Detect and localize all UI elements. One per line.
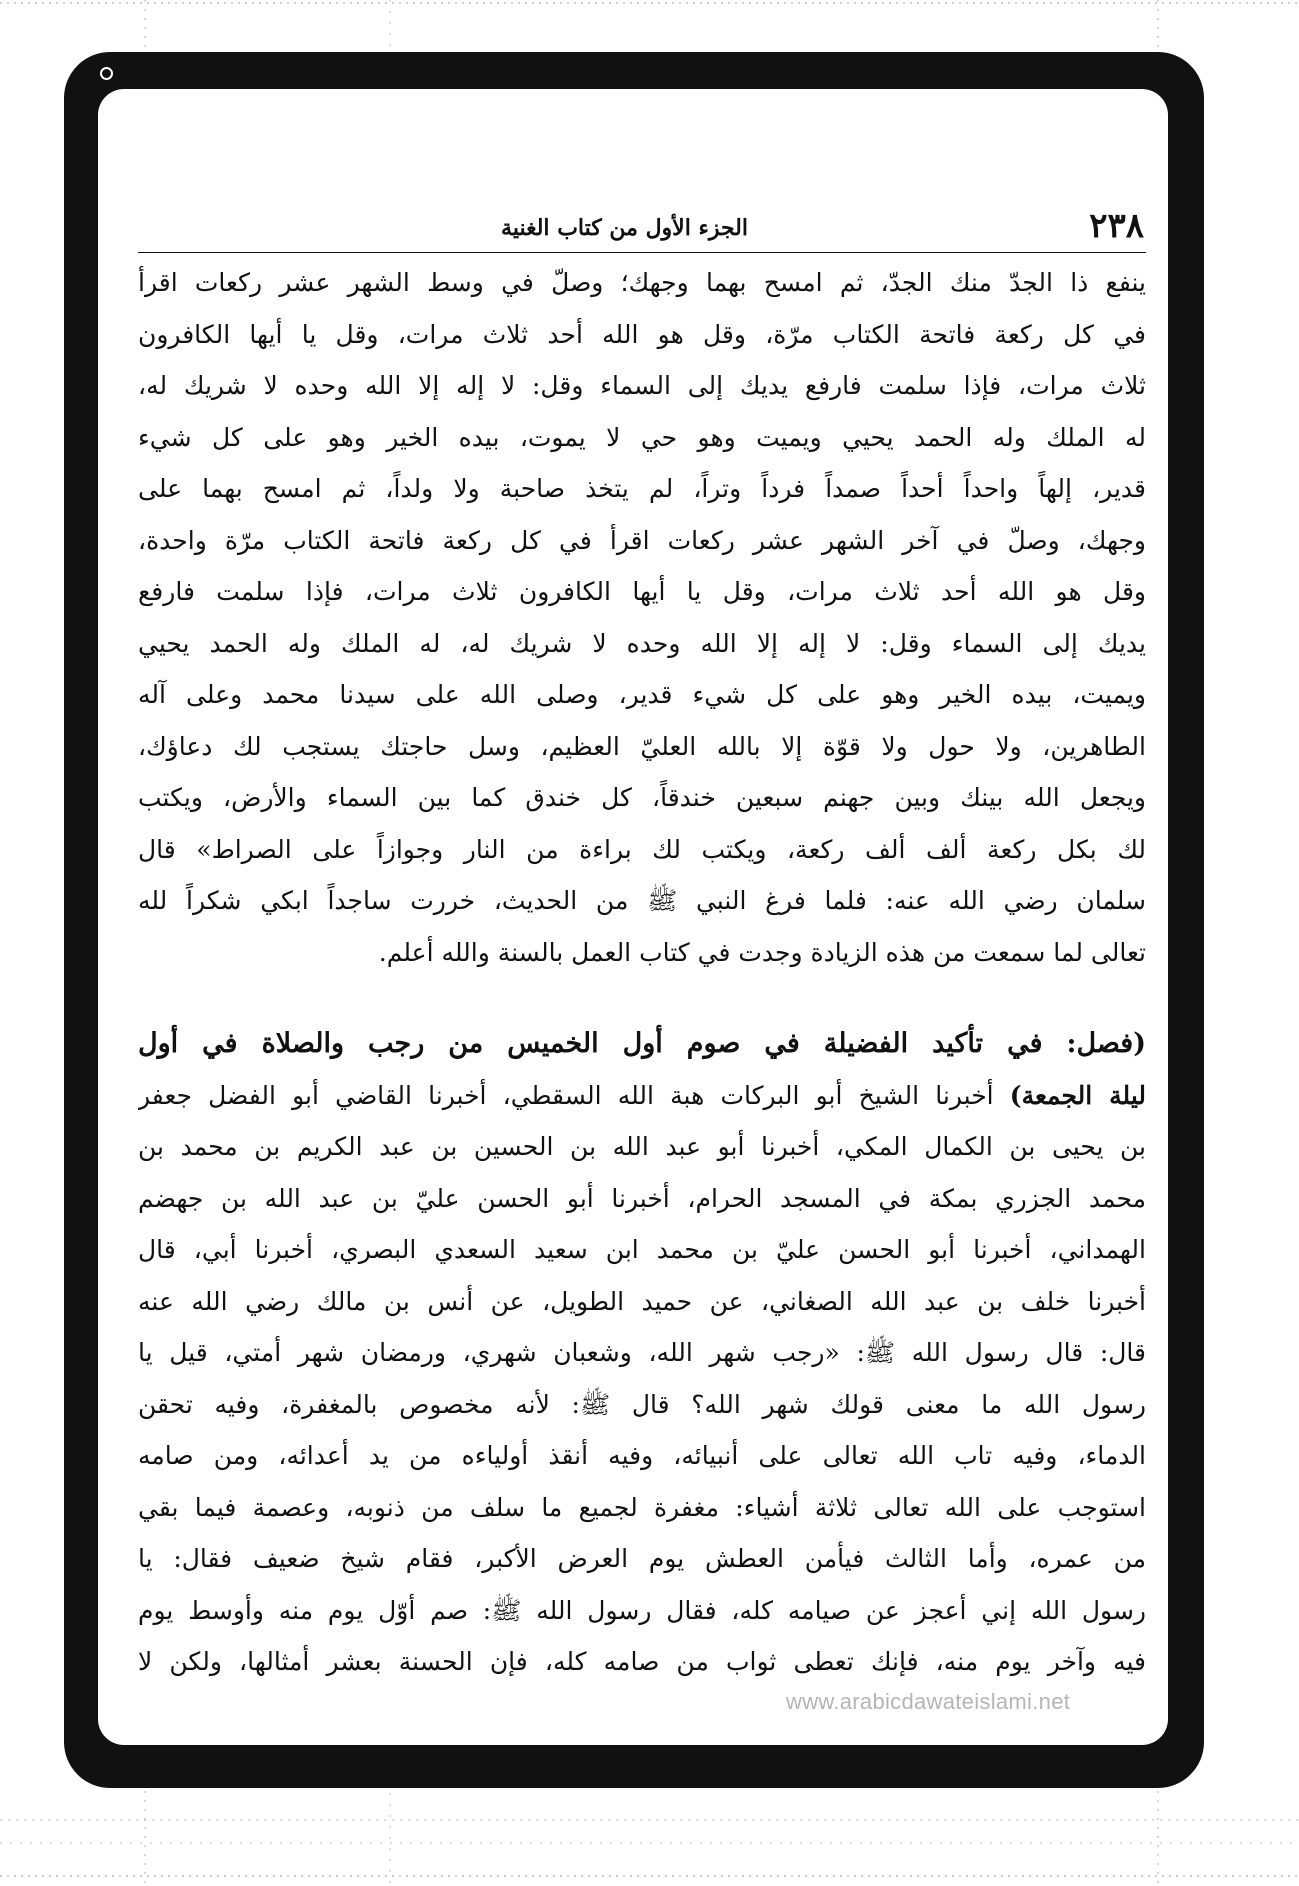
section-first-line bbox=[138, 1070, 1146, 1122]
text-line: ينفع ذا الجدّ منك الجدّ، ثم امسح بهما وجهك؛ وصلّ في وسط الشهر عشر ركعات اقرأ bbox=[138, 268, 1146, 297]
camera-icon bbox=[100, 67, 113, 80]
page-screen bbox=[98, 89, 1168, 1745]
text-line: قال: قال رسول الله ﷺ: «رجب شهر الله، وشعبان شهري، ورمضان شهر أمتي، قيل يا bbox=[138, 1338, 1146, 1367]
section-spacer bbox=[138, 978, 1146, 1018]
text-line: سلمان رضي الله عنه: فلما فرغ النبي ﷺ من الحديث، خررت ساجداً ابكي شكراً لله bbox=[138, 886, 1146, 915]
text-line: الدماء، وفيه تاب الله تعالى على أنبيائه، وفيه أنقذ أولياءه من يد أعدائه، ومن صامه bbox=[138, 1441, 1146, 1470]
running-title: الجزء الأول من كتاب الغنية bbox=[501, 215, 748, 241]
text-line: استوجب على الله تعالى ثلاثة أشياء: مغفرة لجميع ما سلف من ذنوبه، وعصمة فيما بقي bbox=[138, 1492, 1146, 1522]
text-line: من عمره، وأما الثالث فيأمن العطش يوم العرض الأكبر، فقام شيخ ضعيف فقال: يا bbox=[138, 1544, 1146, 1573]
page-number: ٢٣٨ bbox=[1089, 206, 1144, 246]
text-line: تعالى لما سمعت من هذه الزيادة وجدت في كتاب العمل بالسنة والله أعلم. bbox=[378, 937, 1146, 967]
page-body bbox=[138, 257, 1146, 1688]
text-line: وجهك، وصلّ في آخر الشهر عشر ركعات اقرأ في كل ركعة فاتحة الكتاب مرّة واحدة، bbox=[138, 525, 1146, 555]
text-line: الهمداني، أخبرنا أبو الحسن عليّ بن محمد ابن سعيد السعدي البصري، أخبرنا أبي، قال bbox=[138, 1235, 1146, 1264]
section-heading-end: ليلة الجمعة) bbox=[1009, 1080, 1146, 1110]
text-line: الطاهرين، ولا حول ولا قوّة إلا بالله العليّ العظيم، وسل حاجتك يستجب لك دعاؤك، bbox=[138, 731, 1146, 761]
text-line: رسول الله ما معنى قولك شهر الله؟ قال ﷺ: لأنه مخصوص بالمغفرة، وفيه تحقن bbox=[138, 1389, 1146, 1419]
page-header bbox=[138, 204, 1146, 253]
text-line: ويميت، بيده الخير وهو على كل شيء قدير، وصلى الله على سيدنا محمد وعلى آله bbox=[138, 680, 1146, 709]
section-heading: (فصل: في تأكيد الفضيلة في صوم أول الخميس من رجب والصلاة في أول bbox=[138, 1028, 1146, 1059]
text-line: ويجعل الله بينك وبين جهنم سبعين خندقاً، كل خندق كما بين السماء والأرض، ويكتب bbox=[138, 783, 1146, 812]
text-line: أخبرنا خلف بن عبد الله الصغاني، عن حميد الطويل، عن أنس بن مالك رضي الله عنه bbox=[138, 1286, 1146, 1316]
text-line: فيه وآخر يوم منه، فإنك تعطى ثواب من صامه كله، فإن الحسنة بعشر أمثالها، ولكن لا bbox=[138, 1647, 1146, 1676]
text-line: لك بكل ركعة ألف ألف ركعة، ويكتب لك براءة من النار وجوازاً على الصراط» قال bbox=[138, 834, 1146, 864]
tablet-frame bbox=[64, 52, 1204, 1788]
text-line: وقل هو الله أحد ثلاث مرات، وقل يا أيها الكافرون ثلاث مرات، فإذا سلمت فارفع bbox=[138, 577, 1146, 606]
text-line: قدير، إلهاً واحداً أحداً صمداً فرداً وتراً، لم يتخذ صاحبة ولا ولداً، ثم امسح بهما على bbox=[138, 474, 1146, 503]
text-line: بن يحيى بن الكمال المكي، أخبرنا أبو عبد الله بن الحسين بن عبد الكريم بن محمد بن bbox=[138, 1132, 1146, 1161]
text-line: له الملك وله الحمد يحيي ويميت وهو حي لا يموت، بيده الخير وهو على كل شيء bbox=[138, 422, 1146, 452]
watermark: www.arabicdawateislami.net bbox=[786, 1689, 1071, 1714]
text-line: يديك إلى السماء وقل: لا إله إلا الله وحده لا شريك له، له الملك وله الحمد يحيي bbox=[138, 628, 1146, 658]
text-line: رسول الله إني أعجز عن صيامه كله، فقال رسول الله ﷺ: صم أوّل يوم منه وأوسط يوم bbox=[138, 1595, 1146, 1625]
section-first-line-text: أخبرنا الشيخ أبو البركات هبة الله السقطي، أخبرنا القاضي أبو الفضل جعفر bbox=[138, 1080, 1010, 1110]
text-line: محمد الجزري بمكة في المسجد الحرام، أخبرنا أبو الحسن عليّ بن عبد الله بن جهضم bbox=[138, 1183, 1146, 1213]
text-line: في كل ركعة فاتحة الكتاب مرّة، وقل هو الله أحد ثلاث مرات، وقل يا أيها الكافرون bbox=[138, 319, 1146, 349]
text-line: ثلاث مرات، فإذا سلمت فارفع يديك إلى السماء وقل: لا إله إلا الله وحده لا شريك له، bbox=[138, 371, 1146, 400]
